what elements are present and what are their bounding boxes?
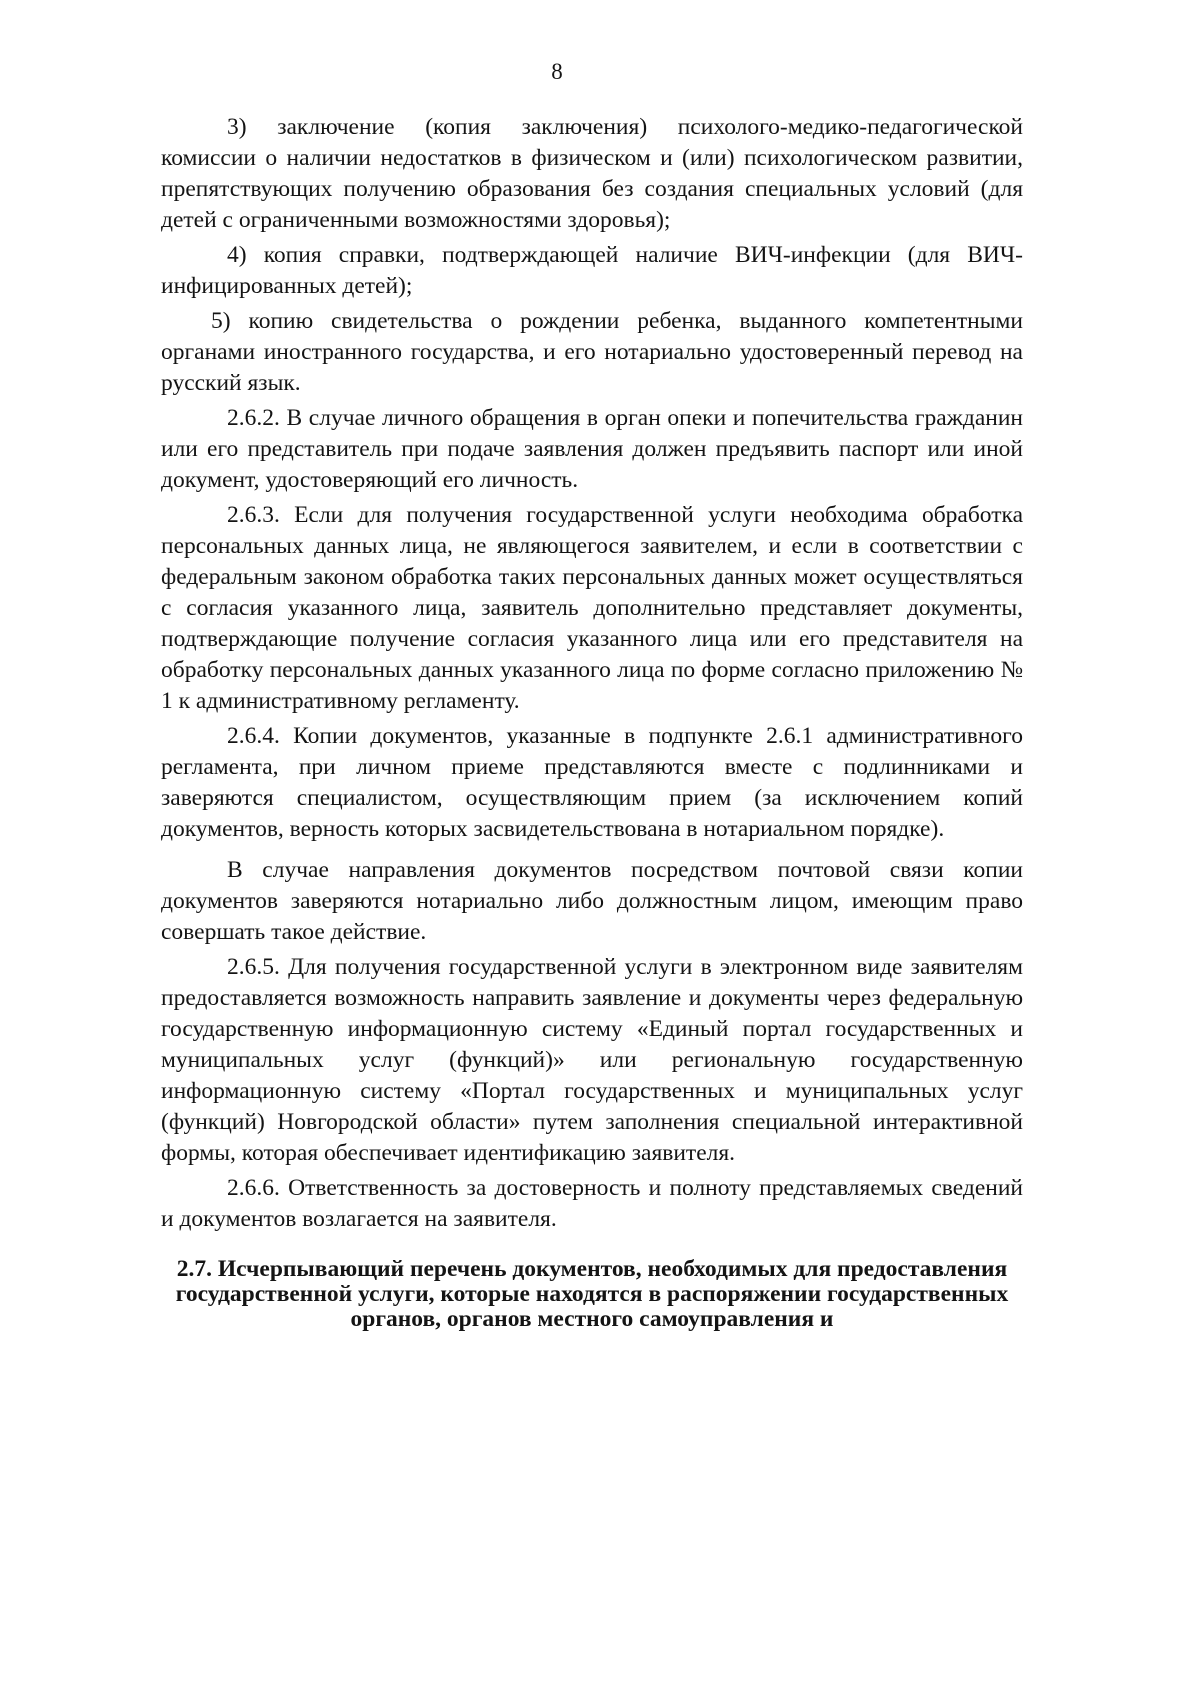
paragraph-2-6-2: 2.6.2. В случае личного обращения в орган опеки и попечительства гражданин или его представитель при подаче заявления должен предъявить паспорт или иной документ, удостоверяющий его личность. <box>161 405 1023 493</box>
paragraph-item-3-conclusion: 3) заключение (копия заключения) психолого-медико-педагогической комиссии о наличии недостатков в физическом и (или) психологическом развитии, препятствующих получению образования без создания специальных условий (для детей с ограниченными возможностями здоровья); <box>161 114 1023 233</box>
paragraph-2-6-6: 2.6.6. Ответственность за достоверность и полноту представляемых сведений и документов возлагается на заявителя. <box>161 1175 1023 1232</box>
paragraph-postal-copies: В случае направления документов посредством почтовой связи копии документов заверяются нотариально либо должностным лицом, имеющим право совершать такое действие. <box>161 857 1023 945</box>
document-body <box>161 112 1023 1332</box>
page-number: 8 <box>551 59 563 84</box>
paragraph-2-6-5: 2.6.5. Для получения государственной услуги в электронном виде заявителям предоставляется возможность направить заявление и документы через федеральную государственную информационную систему «Единый портал государственных и муниципальных услуг (функций)» или региональную государственную информационную систему «Портал государственных и муниципальных услуг (функций) Новгородской области» путем заполнения специальной интерактивной формы, которая обеспечивает идентификацию заявителя. <box>161 954 1023 1166</box>
paragraph-item-5-birth-certificate: 5) копию свидетельства о рождении ребенка, выданного компетентными органами иностранного государства, и его нотариально удостоверенный перевод на русский язык. <box>161 308 1023 396</box>
paragraph-2-6-3: 2.6.3. Если для получения государственной услуги необходима обработка персональных данных лица, не являющегося заявителем, и если в соответствии с федеральным законом обработка таких персональных данных может осуществляться с согласия указанного лица, заявитель дополнительно представляет документы, подтверждающие получение согласия указанного лица или его представителя на обработку персональных данных указанного лица по форме согласно приложению № 1 к административному регламенту. <box>161 502 1023 714</box>
paragraph-item-4-hiv-certificate: 4) копия справки, подтверждающей наличие ВИЧ-инфекции (для ВИЧ-инфицированных детей); <box>161 242 1023 299</box>
paragraph-2-6-4: 2.6.4. Копии документов, указанные в подпункте 2.6.1 административного регламента, при личном приеме представляются вместе с подлинниками и заверяются специалистом, осуществляющим прием (за исключением копий документов, верность которых засвидетельствована в нотариальном порядке). <box>161 723 1023 842</box>
section-heading-2-7: 2.7. Исчерпывающий перечень документов, необходимых для предоставления государственной услуги, которые находятся в распоряжении государственных органов, органов местного самоуправления и <box>175 1256 1009 1332</box>
